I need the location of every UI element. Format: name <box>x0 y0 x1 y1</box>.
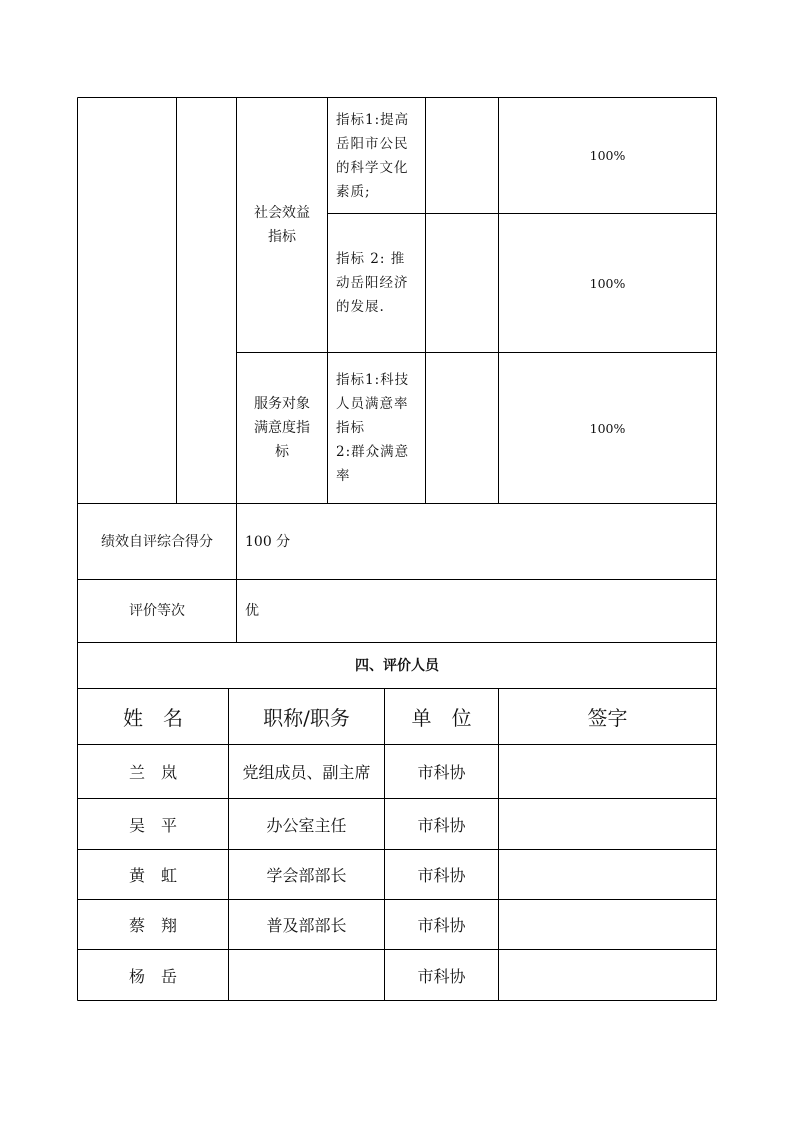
evaluator-unit: 市科协 <box>417 916 466 935</box>
header-unit-cell <box>385 689 498 744</box>
evaluator-unit: 市科协 <box>417 866 466 885</box>
social-indicator-2: 指标 2: 推 动岳阳经济 的发展. <box>336 251 409 315</box>
service-indicator-cell <box>336 353 425 503</box>
evaluator-unit: 市科协 <box>417 966 466 986</box>
score-value-cell <box>245 504 715 579</box>
evaluator-name: 兰 岚 <box>128 763 177 782</box>
score-label-cell <box>78 504 236 579</box>
social-benefit-category: 社会效益 指标 <box>254 205 310 245</box>
header-signature: 签字 <box>587 706 628 730</box>
evaluator-unit: 市科协 <box>417 815 466 835</box>
evaluator-title: 党组成员、副主席 <box>242 763 371 782</box>
evaluator-name: 吴 平 <box>128 815 177 835</box>
evaluator-title: 办公室主任 <box>266 815 347 835</box>
evaluator-title: 学会部部长 <box>266 866 347 885</box>
service-satisfaction-category: 服务对象 满意度指 标 <box>254 396 310 460</box>
grade-label-cell <box>78 580 236 642</box>
grade-value: 优 <box>245 603 259 619</box>
header-signature-cell <box>499 689 716 744</box>
social-indicator-2-cell <box>336 214 425 352</box>
social-benefit-category-cell <box>237 98 327 352</box>
evaluator-name: 蔡 翔 <box>128 916 177 935</box>
social-value-2-cell <box>499 214 716 352</box>
service-satisfaction-category-cell <box>237 353 327 503</box>
service-value: 100% <box>589 420 626 436</box>
evaluator-name: 黄 虹 <box>128 866 177 885</box>
header-unit: 单 位 <box>411 706 472 730</box>
score-label: 绩效自评综合得分 <box>101 533 213 550</box>
social-indicator-1-cell <box>336 98 425 213</box>
social-indicator-1: 指标1:提高 岳阳市公民 的科学文化 素质; <box>336 111 410 200</box>
service-indicator: 指标1:科技 人员满意率 指标 2:群众满意 率 <box>336 372 410 484</box>
section-title-cell <box>78 643 716 688</box>
evaluator-unit: 市科协 <box>417 763 466 782</box>
grade-label: 评价等次 <box>129 603 185 619</box>
section-title: 四、评价人员 <box>355 657 439 674</box>
evaluator-title: 普及部部长 <box>266 916 347 935</box>
header-name: 姓 名 <box>123 706 183 730</box>
service-value-cell <box>499 353 716 503</box>
score-value: 100 分 <box>245 533 291 550</box>
header-name-cell <box>78 689 228 744</box>
evaluator-name: 杨 岳 <box>128 966 177 986</box>
header-title: 职称/职务 <box>263 706 350 730</box>
grade-value-cell <box>245 580 715 642</box>
social-value-2: 100% <box>589 275 626 291</box>
social-value-1: 100% <box>589 148 626 163</box>
header-title-cell <box>229 689 384 744</box>
social-value-1-cell <box>499 98 716 213</box>
